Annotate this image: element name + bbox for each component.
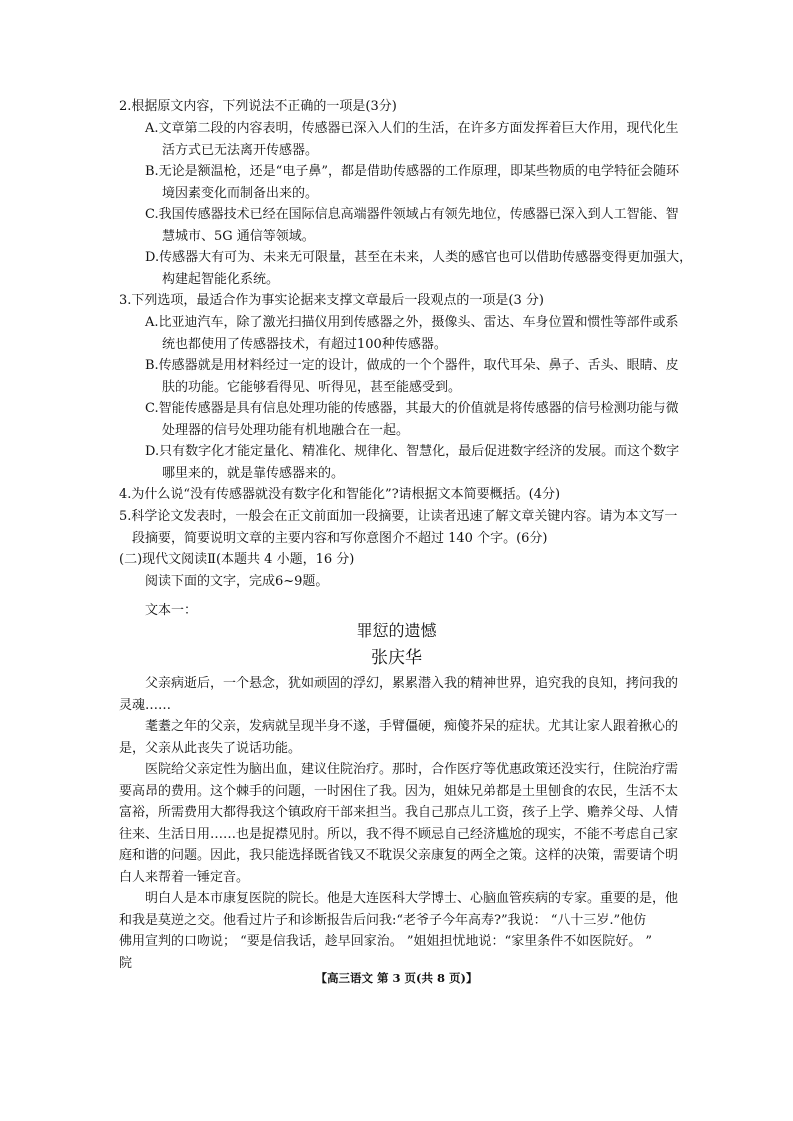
passage-line: 耄耋之年的父亲，发病就呈现半身不遂，手臂僵硬，痴傻芥呆的症状。尤其让家人跟着揪心的 [145,719,679,734]
option-line: 肤的功能。它能够看得见、听得见，甚至能感受到。 [162,379,462,395]
page-footer: 【高三语文 第 3 页(共 8 页)】 [315,971,478,985]
option-line: A.比亚迪汽车，除了激光扫描仪用到传感器之外，摄像头、雷达、车身位置和惯性等部件或系 [145,315,679,330]
passage-line: 明白人是本市康复医院的院长。他是大连医科大学博士、心脑血管疾病的专家。重要的是，他 [145,891,679,906]
section-instruction: 阅读下面的文字，完成6~9题。 [145,574,329,589]
passage-paragraph-2 [119,716,679,759]
passage-line: 灵魂…… [119,697,172,713]
question-3-option-d [145,441,681,484]
passage-line: 医院给父亲定性为脑出血，建议住院治疗。那时，合作医疗等优惠政策还没实行，住院治疗需 [145,762,679,777]
text-label: 文本一： [145,603,198,618]
passage-line: 和我是莫逆之交。他看过片子和诊断报告后问我:“老爷子今年高寿?”我说： “八十三岁.”他仿 [119,912,647,928]
option-line: 哪里来的，就是靠传感器来的。 [162,465,345,481]
passage-author: 张庆华 [371,648,422,668]
option-line: B.无论是额温枪，还是“电子鼻”，都是借助传感器的工作原理，即某些物质的电学特征会随环 [145,164,679,179]
option-line: B.传感器就是用材料经过一定的设计，做成的一个个器件，取代耳朵、鼻子、舌头、眼睛、皮 [145,358,679,373]
passage-line: 白人来帮着一锤定音。 [119,869,250,885]
question-3-option-c [145,398,681,441]
option-line: 处理器的信号处理功能有机地融合在一起。 [162,422,410,438]
question-3-option-b [145,355,681,398]
passage-line: 庭和谐的问题。因此，我只能选择既省钱又不耽误父亲康复的两全之策。这样的决策，需要请个明 [119,848,679,864]
question-3-stem: 3.下列选项，最适合作为事实论据来支撑文章最后一段观点的一项是(3 分) [119,293,544,308]
question-2-option-d [145,247,693,290]
passage-line: 是，父亲从此丧失了说话功能。 [119,740,302,756]
question-2-stem: 2.根据原文内容，下列说法不正确的一项是(3分) [119,99,397,114]
passage-line: 父亲病逝后，一个悬念，犹如顽固的浮幻，累累潜入我的精神世界，追究我的良知，拷问我的 [145,676,679,691]
question-3-option-a [145,312,681,355]
question-4-stem: 4.为什么说“没有传感器就没有数字化和智能化”?请根据文本简要概括。(4分) [119,487,561,502]
question-line: 段摘要，简要说明文章的主要内容和写你意图介不超过 140 个字。(6分) [132,530,548,546]
option-line: C.智能传感器是具有信息处理功能的传感器，其最大的价值就是将传感器的信号检测功能与微 [145,401,679,416]
passage-line: 佛用宣判的口吻说； “要是信我话，趁早回家治。 ”姐姐担忧地说：“家里条件不如医院好。 ” [119,934,652,950]
section-heading: (二)现代文阅读Ⅱ(本题共 4 小题，16 分) [119,552,355,567]
passage-line: 要高昂的费用。这个棘手的问题，一时困住了我。因为，姐妹兄弟都是土里刨食的农民，生活不太 [119,783,679,799]
option-line: 活方式已无法离开传感器。 [162,142,319,158]
passage-title: 罪愆的遗憾 [356,621,437,640]
passage-paragraph-4 [119,888,679,974]
question-line: 5.科学论文发表时，一般会在正文前面加一段摘要，让读者迅速了解文章关键内容。请为本文写一 [119,509,678,524]
question-2-option-c [145,204,681,247]
option-line: 构建起智能化系统。 [162,271,280,287]
passage-paragraph-1 [119,673,679,716]
question-5-stem [119,506,689,549]
passage-line: 富裕，所需费用大都得我这个镇政府干部来担当。我自己那点儿工资，孩子上学、赡养父母、人情 [119,805,679,821]
passage-line: 往来、生活日用……也是捉襟见肘。所以，我不得不顾忌自己经济尴尬的现实，不能不考虑自己家 [119,826,679,842]
option-line: D.只有数字化才能定量化、精准化、规律化、智慧化，最后促进数字经济的发展。而这个数字 [145,444,680,459]
option-line: 慧城市、5G 通信等领域。 [162,228,315,244]
passage-paragraph-3 [119,759,679,889]
option-line: 境因素变化而制备出来的。 [162,185,319,201]
passage-line: 院 [119,955,133,971]
question-2-option-b [145,161,681,204]
option-line: D.传感器大有可为、未来无可限量，甚至在未来，人类的感官也可以借助传感器变得更加强大， [145,250,693,265]
option-line: A.文章第二段的内容表明，传感器已深入人们的生活，在许多方面发挥着巨大作用，现代化生 [145,121,679,136]
option-line: 统也都使用了传感器技术，有超过100种传感器。 [162,336,447,352]
option-line: C.我国传感器技术已经在国际信息高端器件领域占有领先地位，传感器已深入到人工智能、智 [145,207,679,222]
question-2-option-a [145,118,681,161]
